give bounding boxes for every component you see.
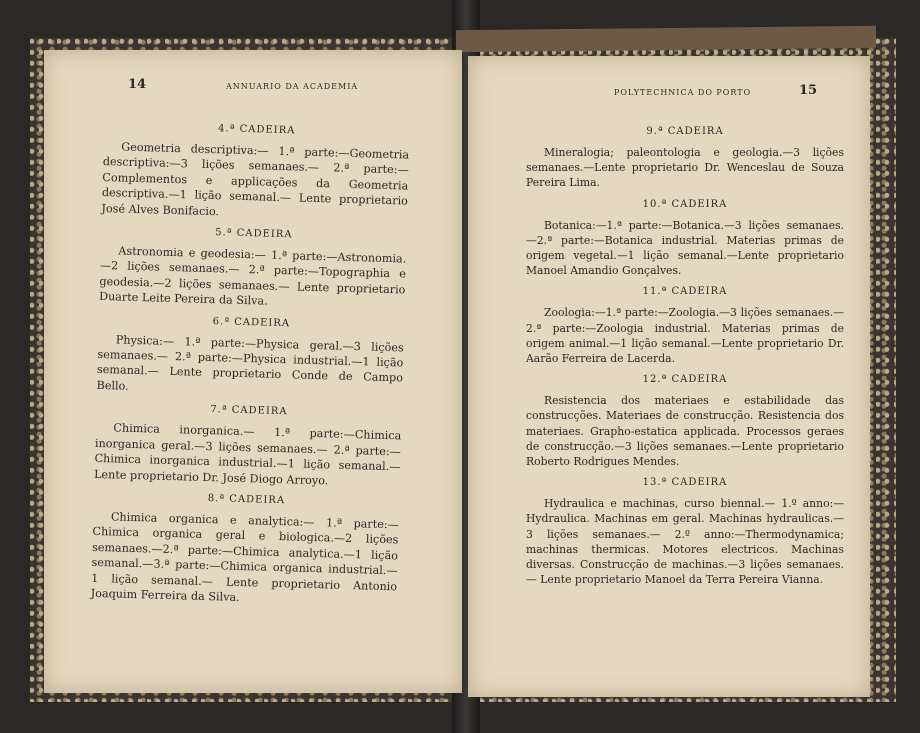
section-heading: 12.ª CADEIRA: [642, 374, 728, 386]
section-cadeira-6: [96, 313, 404, 402]
page-content: [90, 120, 410, 618]
section-text: Chimica inorganica.— 1.ª parte:—Chimica inorganica geral.—3 lições semanaes.— 2.ª parte:—Chimica inorganica industrial.—1 lição semanal.— Lente proprietario Dr. José Diogo Arroyo.: [93, 421, 402, 487]
section-cadeira-13: [526, 477, 844, 587]
page-number: 15: [799, 83, 818, 98]
section-text: Physica:— 1.ª parte:—Physica geral.—3 lições semanaes.— 2.ª parte:—Physica industrial.—1 lição semanal.— Lente proprietario Conde de Campo Bello.: [96, 333, 404, 393]
section-text: Mineralogia; paleontologia e geologia.—3 lições semanaes.—Lente proprietario Dr. Wenceslau de Souza Pereira Lima.: [526, 146, 844, 190]
section-cadeira-8: [91, 490, 400, 610]
page-block-edge: [456, 26, 876, 52]
section-text: Zoologia:—1.ª parte:—Zoologia.—3 lições semanaes.—2.ª parte:—Zoologia industrial. Materias primas de origem animal.—1 lição semanal.—Lente proprietario Dr. Aarão Ferreira de Lacerda.: [526, 306, 844, 366]
section-heading: 5.ª CADEIRA: [215, 227, 293, 241]
section-cadeira-4: [101, 120, 410, 225]
right-page: [468, 56, 870, 697]
section-heading: 8.ª CADEIRA: [207, 492, 286, 507]
section-heading: 9.ª CADEIRA: [646, 126, 724, 137]
section-text: Resistencia dos materiaes e estabilidade das construcções. Materiaes de construcção. Resistencia dos materiaes. Grapho-estatica applicada. Processos geraes de construcção.—3 lições semanaes.—Lente proprietario Roberto Rodrigues Mendes.: [526, 394, 844, 469]
section-cadeira-5: [99, 224, 407, 313]
section-heading: 7.ª CADEIRA: [210, 404, 288, 418]
page-content: [526, 126, 844, 595]
section-cadeira-7: [94, 401, 402, 490]
section-cadeira-10: [526, 199, 844, 279]
section-heading: 4.ª CADEIRA: [217, 123, 296, 137]
section-cadeira-12: [526, 374, 844, 469]
section-heading: 6.ª CADEIRA: [212, 315, 291, 329]
section-text: Chimica organica e analytica:— 1.ª parte:—Chimica organica geral e biologica.—2 lições semanaes.—2.ª parte:—Chimica analytica.—1 lição semanal.—3.ª parte:—Chimica organica industrial.—1 lição semanal.— Lente proprietario Antonio Joaquim Ferreira da Silva.: [90, 510, 399, 604]
page-number: 14: [128, 77, 147, 92]
section-heading: 10.ª CADEIRA: [642, 198, 728, 210]
left-page: [44, 50, 462, 693]
section-cadeira-9: [526, 126, 844, 191]
running-head: ANNUARIO DA ACADEMIA: [226, 82, 359, 91]
running-head: POLYTECHNICA DO PORTO: [614, 88, 752, 97]
section-heading: 11.ª CADEIRA: [642, 286, 728, 298]
section-text: Hydraulica e machinas, curso biennal.— 1.º anno:—Hydraulica. Machinas em geral. Machinas hydraulicas.—3 lições semanaes.— 2.º anno:—Thermodynamica; machinas thermicas. Motores electricos. Machinas diversas. Construcção de machinas.—3 lições semanaes.— Lente proprietario Manoel da Terra Pereira Vianna.: [526, 497, 844, 587]
section-text: Geometria descriptiva:— 1.ª parte:—Geometria descriptiva:—3 lições semanaes.— 2.ª parte:—Complementos e applicações da Geometria descriptiva.—1 lição semanal.— Lente proprietario José Alves Bonifacio.: [101, 140, 410, 218]
section-cadeira-11: [526, 286, 844, 366]
section-text: Astronomia e geodesia:— 1.ª parte:—Astronomia.—2 lições semanaes.— 2.ª parte:—Topographia e geodesia.—2 lições semanaes.— Lente proprietario Duarte Leite Pereira da Silva.: [98, 244, 407, 308]
section-text: Botanica:—1.ª parte:—Botanica.—3 lições semanaes.—2.ª parte:—Botanica industrial. Materias primas de origem vegetal.—1 lição semanal.—Lente proprietario Manoel Amandio Gonçalves.: [526, 218, 844, 278]
section-heading: 13.ª CADEIRA: [642, 477, 728, 489]
